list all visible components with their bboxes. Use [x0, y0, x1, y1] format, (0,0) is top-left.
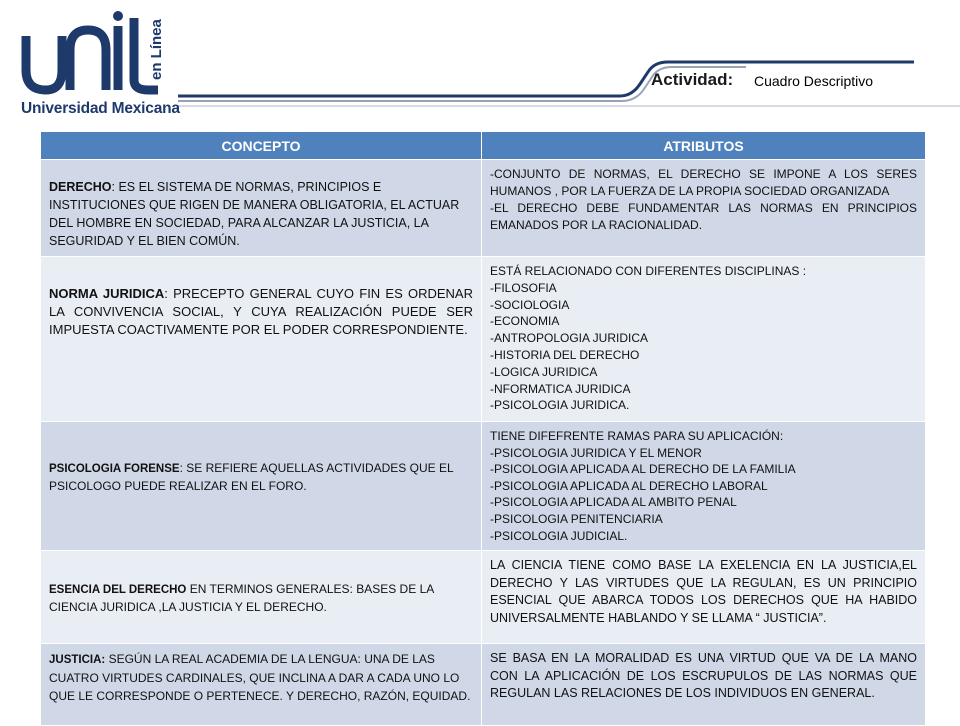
- activity-value: Cuadro Descriptivo: [746, 66, 914, 96]
- attribute-item: -LOGICA JURIDICA: [490, 364, 598, 379]
- activity-label: Actividad:: [651, 70, 734, 89]
- attribute-item: -PSICOLOGIA JUDICIAL.: [490, 528, 628, 543]
- attribute-item: -ECONOMIA: [490, 314, 560, 329]
- attribute-item: -FILOSOFIA: [490, 280, 557, 295]
- concept-cell: [41, 422, 482, 551]
- attribute-item: LA CIENCIA TIENE COMO BASE LA EXELENCIA EN LA JUSTICIA,EL DERECHO Y LAS VIRTUDES QUE LA REGULAN, ES UN PRINCIPIO ESENCIAL QUE ABARCA TODOS LOS DERECHOS QUE HA HABIDO UNIVERSALMENTE HABLANDO Y SE LLAMA “ JUSTICIA”.: [490, 558, 917, 625]
- table-row: [41, 644, 926, 726]
- attribute-item: -PSICOLOGIA JURIDICA Y EL MENOR: [490, 445, 702, 460]
- attributes-cell: [482, 257, 926, 422]
- table-row: [41, 422, 926, 551]
- concept-definition: : SE REFIERE AQUELLAS ACTIVIDADES QUE EL PSICOLOGO PUEDE REALIZAR EN EL FORO.: [49, 461, 454, 493]
- attributes-cell: [482, 160, 926, 257]
- attribute-item: -ANTROPOLOGIA JURIDICA: [490, 331, 649, 346]
- attribute-item: -EL DERECHO DEBE FUNDAMENTAR LAS NORMAS EN PRINCIPIOS EMANADOS POR LA RACIONALIDAD.: [490, 201, 917, 232]
- logo-tagline: en Línea: [148, 19, 165, 80]
- university-name: Universidad Mexicana: [21, 100, 180, 117]
- concept-term: ESENCIA DEL DERECHO: [49, 584, 187, 597]
- attribute-item: ESTÁ RELACIONADO CON DIFERENTES DISCIPLINAS :: [490, 264, 807, 278]
- concept-cell: [41, 160, 482, 257]
- descriptive-table: [40, 131, 926, 726]
- concept-definition: : ES EL SISTEMA DE NORMAS, PRINCIPIOS E INSTITUCIONES QUE RIGEN DE MANERA OBLIGATORIA, EL ACTUAR DEL HOMBRE EN SOCIEDAD, PARA ALCANZAR LA JUSTICIA, LA SEGURIDAD Y EL BIEN COMÚN.: [49, 180, 460, 248]
- attribute-item: TIENE DIFEFRENTE RAMAS PARA SU APLICACIÓN:: [490, 429, 784, 443]
- concept-term: NORMA JURIDICA: [49, 286, 165, 301]
- attribute-item: -PSICOLOGIA APLICADA AL AMBITO PENAL: [490, 495, 737, 510]
- table-row: [41, 551, 926, 644]
- attributes-cell: [482, 551, 926, 644]
- attribute-item: -NFORMATICA JURIDICA: [490, 381, 631, 396]
- attribute-item: -PSICOLOGIA PENITENCIARIA: [490, 511, 663, 526]
- attribute-item: -PSICOLOGIA APLICADA AL DERECHO LABORAL: [490, 478, 768, 493]
- concept-cell: [41, 644, 482, 726]
- attributes-cell: [482, 422, 926, 551]
- column-header-concept: CONCEPTO: [41, 132, 482, 160]
- attribute-item: -HISTORIA DEL DERECHO: [490, 347, 640, 362]
- attribute-item: SE BASA EN LA MORALIDAD ES UNA VIRTUD QUE VA DE LA MANO CON LA APLICACIÓN DE LOS ESCRUPULOS DE LAS NORMAS QUE REGULAN LAS RELACIONES DE LOS INDIVIDUOS EN GENERAL.: [490, 651, 917, 701]
- attribute-item: -SOCIOLOGIA: [490, 297, 570, 312]
- column-header-attributes: ATRIBUTOS: [482, 132, 926, 160]
- table-row: [41, 160, 926, 257]
- attribute-item: -PSICOLOGIA JURIDICA.: [490, 398, 630, 413]
- concept-definition: : PRECEPTO GENERAL CUYO FIN ES ORDENAR LA CONVIVENCIA SOCIAL, Y CUYA REALIZACIÓN PUEDE SER IMPUESTA COACTIVAMENTE POR EL PODER CORRESPONDIENTE.: [49, 286, 473, 337]
- concept-definition: SEGÚN LA REAL ACADEMIA DE LA LENGUA: UNA DE LAS CUATRO VIRTUDES CARDINALES, QUE INCLINA A DAR A CADA UNO LO QUE LE CORRESPONDE O PERTENECE. Y DERECHO, RAZÓN, EQUIDAD.: [49, 652, 471, 704]
- concept-definition: EN TERMINOS GENERALES: BASES DE LA CIENCIA JURIDICA ,LA JUSTICIA Y EL DERECHO.: [49, 582, 434, 615]
- concept-cell: [41, 551, 482, 644]
- table-row: [41, 257, 926, 422]
- attribute-item: -CONJUNTO DE NORMAS, EL DERECHO SE IMPONE A LOS SERES HUMANOS , POR LA FUERZA DE LA PROPIA SOCIEDAD ORGANIZADA: [490, 167, 917, 198]
- concept-term: PSICOLOGIA FORENSE: [49, 463, 180, 475]
- attributes-cell: [482, 644, 926, 726]
- concept-term: DERECHO: [49, 180, 112, 194]
- attribute-item: -PSICOLOGIA APLICADA AL DERECHO DE LA FAMILIA: [490, 462, 796, 477]
- concept-cell: [41, 257, 482, 422]
- concept-term: JUSTICIA:: [49, 654, 106, 667]
